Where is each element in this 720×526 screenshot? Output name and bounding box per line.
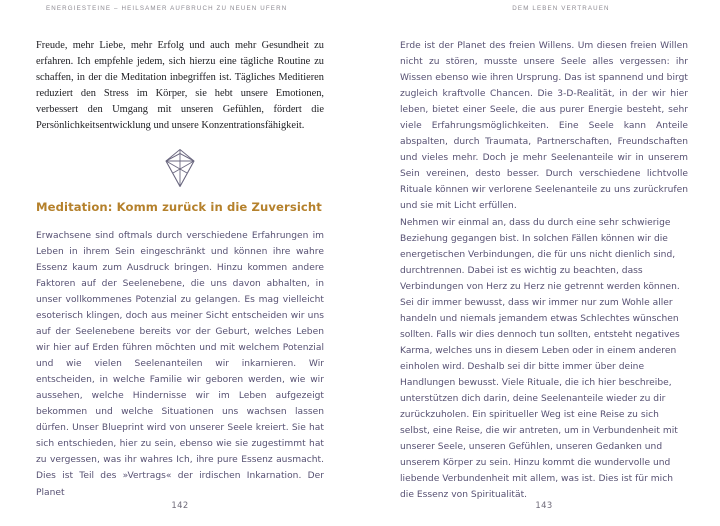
right-page-paragraph-2: Nehmen wir einmal an, dass du durch eine sehr schwierige Beziehung gegangen bist. In solchen Fällen können wir die energetischen Verbindungen, die für uns nicht dienlich sind, durchtrennen. Dabei ist es wichtig zu beachten, dass Verbindungen von Herz zu Herz nie getrennt werden können. Sei dir immer bewusst, dass wir immer nur zum Wohle aller handeln und niemals jemandem etwas Schlechtes wünschen sollten. Falls wir dies dennoch tun sollten, entsteht negatives Karma, welches uns in diesem Leben oder in einem anderen einholen wird. Deshalb sei dir bitte immer über deine Handlungen bewusst. Viele Rituale, die ich hier beschreibe, unterstützen dich darin, deine Seelenanteile wieder zu dir zurückzuholen. Ein spiritueller Weg ist eine Reise zu sich selbst, eine Reise, die wir antreten, um in Verbundenheit mit unserer Seele, unseren Gefühlen, unseren Gedanken und unserem Körper zu sein. Hinzu kommt die wundervolle und liebende Verbundenheit mit allem, was ist. Dies ist für mich die Essenz von Spiritualität.: [400, 217, 680, 501]
left-page-body-paragraph: Erwachsene sind oftmals durch verschiedene Erfahrungen im Leben in ihrem Sein eingeschränkt und können ihre wahre Essenz kaum zum Ausdruck bringen. Hinzu kommen andere Faktoren auf der Seelenebene, die uns davon abhalten, in unser vollkommenes Potenzial zu gelangen. Es mag vielleicht esoterisch klingen, doch aus meiner Sicht entscheiden wir uns auf der Seelenebene bereits vor der Geburt, welches Leben wir hier auf Erden führen möchten und mit welchem Potenzial und wie vielen Seelenanteilen wir inkarnieren. Wir entscheiden, in welche Familie wir geboren werden, wie wir aussehen, welche Hindernisse wir im Leben aufgezeigt bekommen und welche Situationen uns wachsen lassen dürfen. Unser Blueprint wird von unserer Seele kreiert. Sie hat sich entschieden, hier zu sein, ebenso wie sie zugestimmt hat zu vergessen, was ihr wahres Ich, ihre pure Essenz ausmacht. Dies ist Teil des »Vertrags« der irdischen Inkarnation. Der Planet: [36, 230, 324, 498]
right-page-paragraph-1: Erde ist der Planet des freien Willens. Um diesen freien Willen nicht zu stören, musste unsere Seele alles vergessen: ihr Wissen ebenso wie ihren Ursprung. Das ist spannend und birgt zugleich kraftvolle Chancen. Die 3-D-Realität, in der wir hier leben, bietet einer Seele, die aus purer Energie besteht, sehr viele Erfahrungsmöglichkeiten. Eine Seele kann Anteile abspalten, durch Traumata, Partnerschaften, Freundschaften und vieles mehr. Doch je mehr Seelenanteile wir in unserem Sein vereinen, desto besser. Durch verschiedene lichtvolle Rituale können wir verlorene Seelenanteile zu uns zurückrufen und sie mit Licht erfüllen.: [400, 41, 688, 212]
running-head-right: DEM LEBEN VERTRAUEN: [512, 5, 610, 12]
crystal-gemstone-icon: [163, 148, 197, 188]
page-title: Meditation: Komm zurück in die Zuversicht: [36, 200, 322, 215]
right-page-column: [400, 38, 688, 503]
left-page-column: [36, 38, 324, 501]
running-head-left: ENERGIESTEINE – HEILSAMER AUFBRUCH ZU NEUEN UFERN: [46, 5, 288, 12]
left-page-intro-paragraph: Freude, mehr Liebe, mehr Erfolg und auch mehr Gesundheit zu erfahren. Ich empfehle jedem, sich hierzu eine tägliche Routine zu schaffen, in der die Meditation inbegriffen ist. Tägliches Meditieren reduziert den Stress im Körper, sie hebt unsere Emotionen, verbessert den Umgang mit unseren Gefühlen, fördert die Persönlichkeitsentwicklung und unsere Konzentrationsfähigkeit.: [36, 40, 324, 132]
page-number-left: 142: [171, 500, 189, 510]
page-number-right: 143: [535, 500, 553, 510]
